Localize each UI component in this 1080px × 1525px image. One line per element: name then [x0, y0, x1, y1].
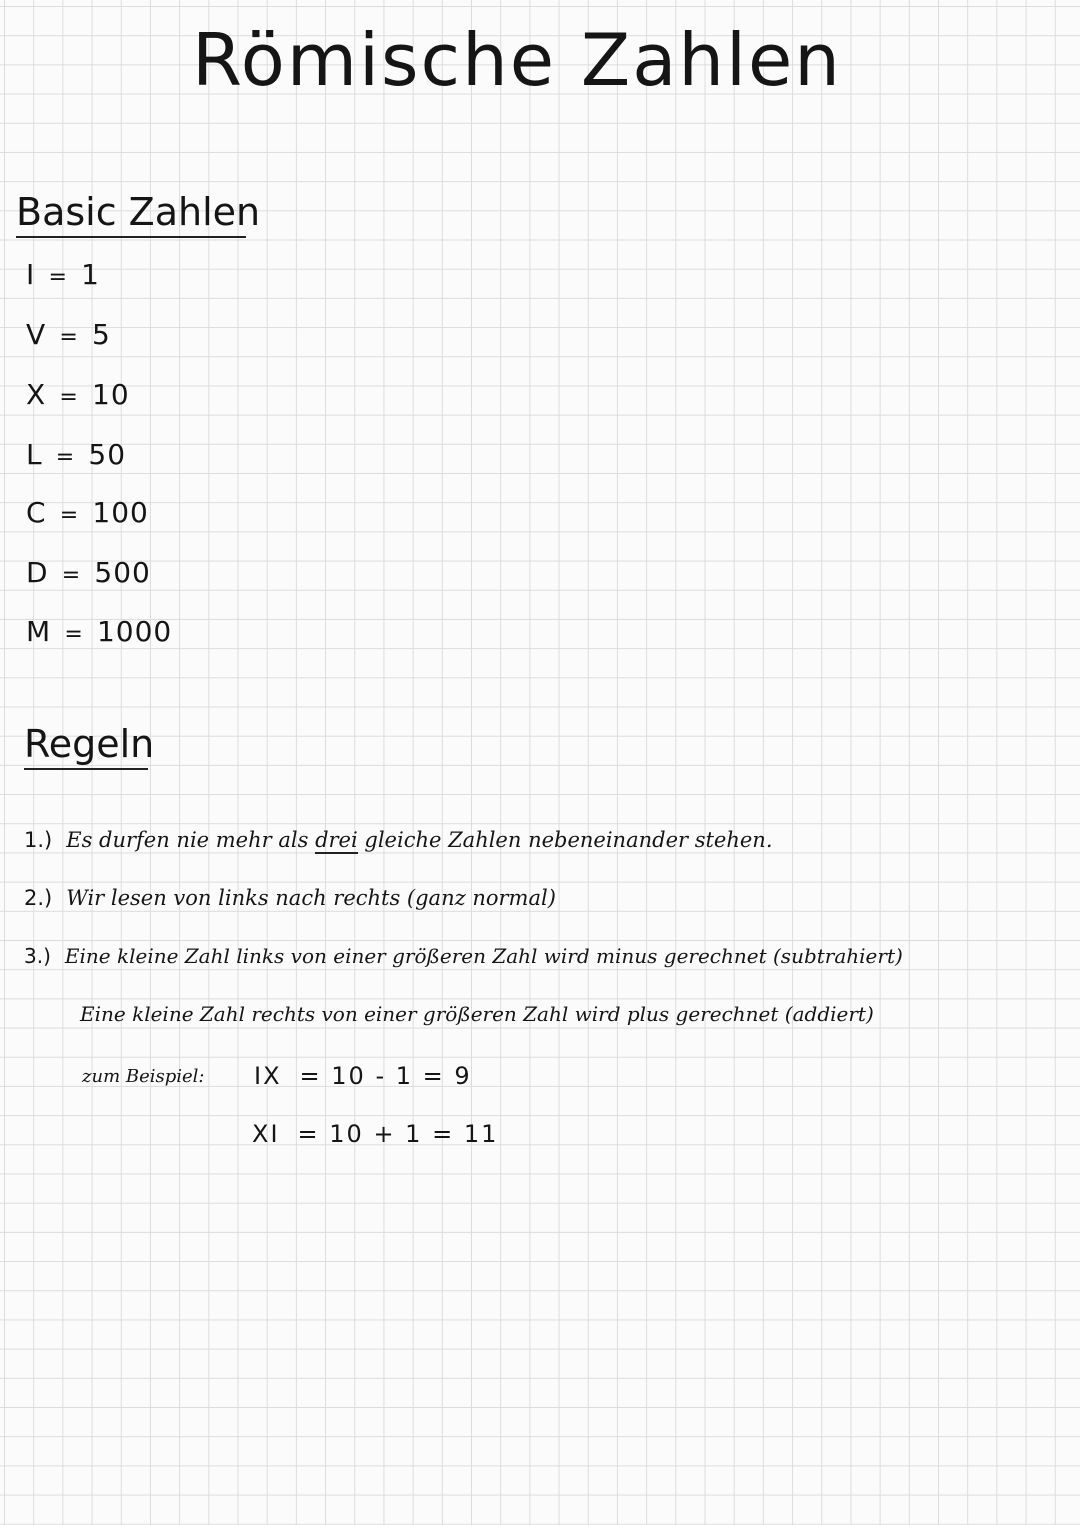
numeral-symbol: V [26, 318, 47, 351]
rules-heading: Regeln [24, 722, 148, 770]
example-ix [254, 1062, 472, 1090]
numeral-symbol: C [26, 496, 47, 529]
numeral-value: 1000 [96, 615, 173, 648]
rule-text: Wir lesen von links nach rechts (ganz normal) [66, 886, 556, 910]
rule-text: Eine kleine Zahl links von einer größeren Zahl wird minus gerechnet (subtrahiert) [64, 944, 903, 968]
numeral-symbol: D [26, 556, 49, 589]
rule-3 [24, 944, 903, 968]
rule-emphasis: drei [315, 828, 358, 852]
numeral-row-v [26, 318, 111, 351]
equals-sign: = [59, 503, 80, 528]
rule-1 [24, 828, 773, 852]
numeral-row-x [26, 378, 130, 411]
example-equation: = 10 - 1 = 9 [299, 1062, 472, 1090]
numeral-value: 1 [81, 258, 100, 291]
equals-sign: = [55, 445, 76, 470]
example-equation: = 10 + 1 = 11 [297, 1120, 499, 1148]
numeral-value: 5 [91, 318, 111, 351]
basic-numbers-heading: Basic Zahlen [16, 190, 246, 238]
example-label: zum Beispiel: [82, 1066, 205, 1087]
page-title: Römische Zahlen [192, 18, 842, 102]
rule-number: 1.) [24, 828, 53, 852]
equals-sign: = [61, 563, 82, 588]
numeral-row-m [26, 615, 172, 648]
equals-sign: = [64, 622, 84, 647]
numeral-value: 50 [88, 438, 127, 471]
equals-sign: = [48, 265, 68, 290]
numeral-value: 500 [94, 556, 151, 589]
numeral-row-d [26, 556, 151, 589]
numeral-value: 100 [92, 496, 149, 529]
equals-sign: = [59, 325, 79, 350]
example-numeral: IX [254, 1062, 282, 1090]
example-numeral: XI [252, 1120, 280, 1148]
example-xi [252, 1120, 498, 1148]
rule-text-after: gleiche Zahlen nebeneinander stehen. [364, 828, 773, 852]
rule-2 [24, 886, 556, 910]
rule-text-before: Es durfen nie mehr als [66, 828, 309, 852]
numeral-row-l [26, 438, 126, 471]
numeral-symbol: L [26, 438, 43, 471]
rule-3-continuation: Eine kleine Zahl rechts von einer größeren Zahl wird plus gerechnet (addiert) [80, 1002, 874, 1026]
numeral-row-i [26, 258, 100, 291]
numeral-symbol: I [26, 258, 36, 291]
rule-number: 2.) [24, 886, 53, 910]
numeral-value: 10 [92, 378, 130, 411]
numeral-row-c [26, 496, 149, 529]
equals-sign: = [59, 385, 79, 410]
rule-number: 3.) [24, 944, 51, 968]
numeral-symbol: M [26, 615, 52, 648]
numeral-symbol: X [26, 378, 47, 411]
